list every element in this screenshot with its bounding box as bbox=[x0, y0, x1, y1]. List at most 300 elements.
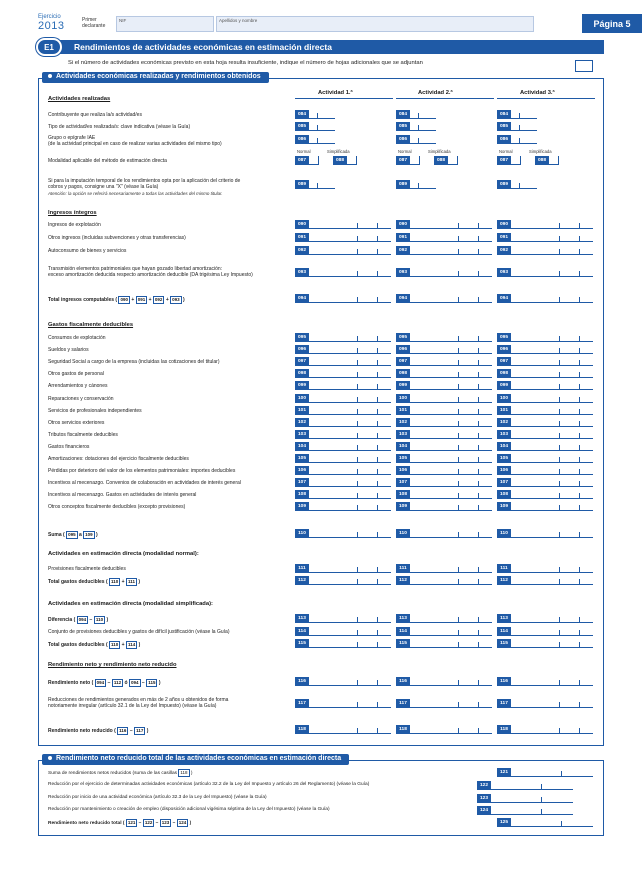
digit-separator bbox=[541, 809, 542, 815]
casilla-code: 116 bbox=[497, 677, 511, 686]
digit-separator bbox=[561, 771, 562, 777]
digit-separator bbox=[478, 271, 479, 277]
casilla-code: 100 bbox=[497, 394, 511, 403]
casilla-code: 092 bbox=[295, 246, 309, 255]
casilla-code: 094 bbox=[396, 294, 410, 303]
paren: ) bbox=[157, 680, 161, 686]
digit-separator bbox=[559, 532, 560, 538]
conjunto-field-2[interactable] bbox=[396, 627, 492, 636]
casilla-code: 102 bbox=[497, 418, 511, 427]
casilla-code: 106 bbox=[497, 466, 511, 475]
digit-separator bbox=[357, 702, 358, 708]
casilla-code: 085 bbox=[497, 122, 511, 131]
gasto-field-096-2[interactable] bbox=[396, 345, 492, 354]
otros-ingresos-field-1[interactable] bbox=[295, 233, 391, 242]
casilla-ref: 117 bbox=[136, 728, 144, 733]
digit-separator bbox=[478, 336, 479, 342]
digit-separator bbox=[579, 532, 580, 538]
digit-separator bbox=[579, 702, 580, 708]
gasto-label-108: Incentivos al mecenazgo. Gastos en actividades de interés general bbox=[48, 492, 197, 499]
digit-separator bbox=[458, 445, 459, 451]
casilla-code: 111 bbox=[497, 564, 511, 573]
nif-label: NIF bbox=[119, 18, 127, 23]
casilla-code: 091 bbox=[295, 233, 309, 242]
gasto-field-097-2[interactable] bbox=[396, 357, 492, 366]
casilla-ref: 109 bbox=[85, 532, 93, 537]
casilla-code: 113 bbox=[295, 614, 309, 623]
gasto-label-107: Incentivos al mecenazgo. Convenios de colaboración en actividades de interés general bbox=[48, 480, 241, 487]
grupo-field-1[interactable] bbox=[295, 135, 335, 144]
normal-checkbox-3[interactable] bbox=[511, 156, 521, 165]
simplificada-checkbox-3[interactable] bbox=[549, 156, 559, 165]
ingresos-explotacion-label: Ingresos de explotación bbox=[48, 222, 101, 228]
gasto-field-102-2[interactable] bbox=[396, 418, 492, 427]
nif-field[interactable] bbox=[116, 16, 214, 32]
diferencia-label-text: Diferencia ( bbox=[48, 617, 77, 623]
digit-separator bbox=[377, 457, 378, 463]
ingresos-integros-heading: Ingresos íntegros bbox=[48, 210, 97, 216]
digit-separator bbox=[478, 297, 479, 303]
atencion-note: Atención: la opción se referirá necesariamente a todas las actividades del mismo titular. bbox=[48, 191, 223, 196]
digit-separator bbox=[559, 445, 560, 451]
digit-separator bbox=[458, 223, 459, 229]
grupo-label: Grupo o epígrafe IAE bbox=[48, 135, 96, 141]
digit-separator bbox=[377, 532, 378, 538]
digit-separator bbox=[458, 481, 459, 487]
autoconsumo-field-3[interactable] bbox=[497, 246, 593, 255]
rendimiento-neto-label-text: Rendimiento neto ( bbox=[48, 680, 95, 686]
digit-separator bbox=[377, 421, 378, 427]
operator: − bbox=[140, 680, 147, 686]
digit-separator bbox=[357, 336, 358, 342]
simplificada-label: Simplificada bbox=[428, 149, 451, 154]
total-gastos-simplificada-field-2[interactable] bbox=[396, 639, 492, 648]
digit-separator bbox=[478, 384, 479, 390]
frame2-field-123[interactable] bbox=[477, 794, 573, 803]
conjunto-field-1[interactable] bbox=[295, 627, 391, 636]
frame2-field-121[interactable] bbox=[497, 768, 593, 777]
gasto-field-097-3[interactable] bbox=[497, 357, 593, 366]
digit-separator bbox=[377, 680, 378, 686]
gasto-field-109-2[interactable] bbox=[396, 502, 492, 511]
contribuyente-field-1[interactable] bbox=[295, 110, 335, 119]
casilla-code: 105 bbox=[497, 454, 511, 463]
apellidos-field[interactable] bbox=[216, 16, 534, 32]
digit-separator bbox=[478, 457, 479, 463]
casilla-code: 096 bbox=[497, 345, 511, 354]
rendimiento-neto-field-3[interactable] bbox=[497, 677, 593, 686]
digit-separator bbox=[377, 336, 378, 342]
total-ingresos-field-1[interactable] bbox=[295, 294, 391, 303]
digit-separator bbox=[478, 728, 479, 734]
digit-separator bbox=[377, 236, 378, 242]
digit-separator bbox=[458, 702, 459, 708]
casilla-ref: 094 bbox=[131, 680, 139, 685]
digit-separator bbox=[559, 348, 560, 354]
digit-separator bbox=[519, 183, 520, 189]
gasto-field-098-2[interactable] bbox=[396, 369, 492, 378]
digit-separator bbox=[559, 579, 560, 585]
frame2-row-text: Reducción por inicio de una actividad económica (artículo 32.3 de la Ley del Impuesto) (véase la Guía) bbox=[48, 795, 267, 800]
digit-separator bbox=[519, 138, 520, 144]
gasto-field-108-1[interactable] bbox=[295, 490, 391, 499]
gasto-label-109: Otros conceptos fiscalmente deducibles (excepto provisiones) bbox=[48, 504, 186, 511]
digit-separator bbox=[357, 481, 358, 487]
bullet-icon bbox=[48, 74, 52, 78]
casilla-code: 105 bbox=[295, 454, 309, 463]
ingresos-explotacion-field-3[interactable] bbox=[497, 220, 593, 229]
paren: ) bbox=[105, 617, 109, 623]
digit-separator bbox=[478, 481, 479, 487]
casilla-code: 084 bbox=[295, 110, 309, 119]
frame2-title-text: Rendimiento neto reducido total de las actividades económicas en estimación directa bbox=[56, 755, 342, 762]
digit-separator bbox=[478, 617, 479, 623]
operator: + bbox=[130, 297, 136, 303]
gasto-field-096-1[interactable] bbox=[295, 345, 391, 354]
gasto-field-103-3[interactable] bbox=[497, 430, 593, 439]
digit-separator bbox=[478, 348, 479, 354]
casilla-code: 101 bbox=[497, 406, 511, 415]
digit-separator bbox=[478, 702, 479, 708]
casilla-code: 095 bbox=[396, 333, 410, 342]
digit-separator bbox=[377, 360, 378, 366]
digit-separator bbox=[458, 579, 459, 585]
digit-separator bbox=[418, 183, 419, 189]
ingresos-explotacion-field-1[interactable] bbox=[295, 220, 391, 229]
casilla-code: 108 bbox=[295, 490, 309, 499]
operator: − bbox=[88, 617, 94, 623]
digit-separator bbox=[377, 469, 378, 475]
digit-separator bbox=[579, 409, 580, 415]
digit-separator bbox=[559, 617, 560, 623]
casilla-code: 122 bbox=[477, 781, 491, 790]
gasto-field-095-2[interactable] bbox=[396, 333, 492, 342]
gasto-field-104-1[interactable] bbox=[295, 442, 391, 451]
operator: − bbox=[128, 728, 135, 734]
casilla-ref: 123 bbox=[161, 820, 170, 825]
digit-separator bbox=[377, 579, 378, 585]
digit-separator bbox=[377, 409, 378, 415]
reducciones-field-1[interactable] bbox=[295, 699, 391, 708]
operator: − bbox=[137, 821, 143, 826]
digit-separator bbox=[357, 630, 358, 636]
gasto-field-105-1[interactable] bbox=[295, 454, 391, 463]
tipo-field-2[interactable] bbox=[396, 122, 436, 131]
imputacion-field-1[interactable] bbox=[295, 180, 335, 189]
grupo-field-3[interactable] bbox=[497, 135, 537, 144]
gasto-label-096: Sueldos y salarios bbox=[48, 347, 89, 354]
digit-separator bbox=[579, 505, 580, 511]
provisiones-field-1[interactable] bbox=[295, 564, 391, 573]
digit-separator bbox=[357, 297, 358, 303]
tipo-field-1[interactable] bbox=[295, 122, 335, 131]
operator: ó bbox=[123, 680, 129, 686]
section-title: Rendimientos de actividades económicas en estimación directa bbox=[74, 42, 332, 52]
suma-field-3[interactable] bbox=[497, 529, 593, 538]
digit-separator bbox=[519, 125, 520, 131]
digit-separator bbox=[579, 433, 580, 439]
casilla-code: 092 bbox=[396, 246, 410, 255]
normal-label: Normal bbox=[499, 149, 513, 154]
rendimiento-neto-label bbox=[48, 679, 288, 687]
gasto-field-097-1[interactable] bbox=[295, 357, 391, 366]
digit-separator bbox=[559, 271, 560, 277]
digit-separator bbox=[579, 348, 580, 354]
provisiones-field-3[interactable] bbox=[497, 564, 593, 573]
ingresos-explotacion-field-2[interactable] bbox=[396, 220, 492, 229]
otros-ingresos-field-2[interactable] bbox=[396, 233, 492, 242]
digit-separator bbox=[458, 433, 459, 439]
digit-separator bbox=[357, 236, 358, 242]
casilla-ref: 092 bbox=[154, 297, 163, 302]
rendimiento-neto-reducido-field-1[interactable] bbox=[295, 725, 391, 734]
gasto-label-100: Reparaciones y conservación bbox=[48, 395, 114, 402]
digit-separator bbox=[559, 457, 560, 463]
digit-separator bbox=[579, 372, 580, 378]
casilla-code: 086 bbox=[497, 135, 511, 144]
autoconsumo-field-2[interactable] bbox=[396, 246, 492, 255]
digit-separator bbox=[579, 360, 580, 366]
frame2-row-label-124 bbox=[48, 807, 330, 812]
total-ingresos-label-text: Total ingresos computables ( bbox=[48, 297, 119, 303]
digit-separator bbox=[579, 297, 580, 303]
rendimiento-neto-field-1[interactable] bbox=[295, 677, 391, 686]
gasto-field-105-3[interactable] bbox=[497, 454, 593, 463]
autoconsumo-field-1[interactable] bbox=[295, 246, 391, 255]
gasto-field-095-3[interactable] bbox=[497, 333, 593, 342]
reducciones-field-2[interactable] bbox=[396, 699, 492, 708]
gasto-field-109-1[interactable] bbox=[295, 502, 391, 511]
casilla-ref: 095 bbox=[68, 532, 76, 537]
casilla-code: 103 bbox=[295, 430, 309, 439]
gasto-field-098-1[interactable] bbox=[295, 369, 391, 378]
casilla-code: 103 bbox=[497, 430, 511, 439]
normal-checkbox-code: 087 bbox=[497, 156, 511, 165]
digit-separator bbox=[458, 457, 459, 463]
frame2-field-125[interactable] bbox=[497, 818, 593, 827]
digit-separator bbox=[559, 493, 560, 499]
transmision-field-1[interactable] bbox=[295, 268, 391, 277]
digit-separator bbox=[458, 617, 459, 623]
diferencia-field-3[interactable] bbox=[497, 614, 593, 623]
gasto-field-107-2[interactable] bbox=[396, 478, 492, 487]
digit-separator bbox=[458, 297, 459, 303]
gasto-field-100-2[interactable] bbox=[396, 394, 492, 403]
hojas-adicionales-field[interactable] bbox=[575, 60, 593, 72]
total-gastos-simplificada-field-1[interactable] bbox=[295, 639, 391, 648]
tipo-field-3[interactable] bbox=[497, 122, 537, 131]
provisiones-field-2[interactable] bbox=[396, 564, 492, 573]
gasto-field-103-1[interactable] bbox=[295, 430, 391, 439]
contribuyente-label: Contribuyente que realiza la/s actividad/es bbox=[48, 112, 142, 118]
digit-separator bbox=[377, 249, 378, 255]
casilla-code: 095 bbox=[295, 333, 309, 342]
frame2-field-124[interactable] bbox=[477, 806, 573, 815]
rendimiento-neto-reducido-field-2[interactable] bbox=[396, 725, 492, 734]
gasto-field-102-3[interactable] bbox=[497, 418, 593, 427]
conjunto-field-3[interactable] bbox=[497, 627, 593, 636]
gasto-field-109-3[interactable] bbox=[497, 502, 593, 511]
digit-separator bbox=[357, 372, 358, 378]
gasto-field-101-1[interactable] bbox=[295, 406, 391, 415]
digit-separator bbox=[357, 348, 358, 354]
casilla-code: 098 bbox=[295, 369, 309, 378]
otros-ingresos-field-3[interactable] bbox=[497, 233, 593, 242]
digit-separator bbox=[377, 348, 378, 354]
casilla-ref: 111 bbox=[128, 579, 136, 584]
gasto-field-108-3[interactable] bbox=[497, 490, 593, 499]
casilla-code: 100 bbox=[295, 394, 309, 403]
gasto-field-106-1[interactable] bbox=[295, 466, 391, 475]
gasto-field-105-2[interactable] bbox=[396, 454, 492, 463]
casilla-code: 113 bbox=[497, 614, 511, 623]
digit-separator bbox=[478, 223, 479, 229]
suma-field-1[interactable] bbox=[295, 529, 391, 538]
casilla-code: 090 bbox=[295, 220, 309, 229]
digit-separator bbox=[559, 223, 560, 229]
paren: ) bbox=[145, 728, 149, 734]
total-gastos-simplificada-field-3[interactable] bbox=[497, 639, 593, 648]
digit-separator bbox=[357, 728, 358, 734]
paren: ) bbox=[94, 532, 98, 538]
digit-separator bbox=[357, 397, 358, 403]
total-gastos-normal-field-3[interactable] bbox=[497, 576, 593, 585]
total-gastos-normal-field-1[interactable] bbox=[295, 576, 391, 585]
casilla-code: 112 bbox=[497, 576, 511, 585]
digit-separator bbox=[377, 223, 378, 229]
casilla-code: 084 bbox=[497, 110, 511, 119]
diferencia-field-1[interactable] bbox=[295, 614, 391, 623]
normal-checkbox-2[interactable] bbox=[410, 156, 420, 165]
digit-separator bbox=[357, 249, 358, 255]
gasto-field-103-2[interactable] bbox=[396, 430, 492, 439]
rendimiento-neto-reducido-label-text: Rendimiento neto reducido ( bbox=[48, 728, 118, 734]
digit-separator bbox=[377, 728, 378, 734]
gasto-field-107-1[interactable] bbox=[295, 478, 391, 487]
digit-separator bbox=[377, 702, 378, 708]
gasto-field-106-3[interactable] bbox=[497, 466, 593, 475]
gasto-field-104-2[interactable] bbox=[396, 442, 492, 451]
gasto-label-104: Gastos financieros bbox=[48, 443, 90, 450]
suma-label-text: Suma ( bbox=[48, 532, 67, 538]
casilla-code: 086 bbox=[396, 135, 410, 144]
casilla-code: 094 bbox=[497, 294, 511, 303]
digit-separator bbox=[559, 702, 560, 708]
digit-separator bbox=[458, 360, 459, 366]
digit-separator bbox=[458, 680, 459, 686]
casilla-code: 123 bbox=[477, 794, 491, 803]
casilla-code: 085 bbox=[295, 122, 309, 131]
digit-separator bbox=[579, 223, 580, 229]
digit-separator bbox=[377, 397, 378, 403]
diferencia-field-2[interactable] bbox=[396, 614, 492, 623]
digit-separator bbox=[357, 384, 358, 390]
total-ingresos-field-2[interactable] bbox=[396, 294, 492, 303]
grupo-field-2[interactable] bbox=[396, 135, 436, 144]
gasto-field-099-1[interactable] bbox=[295, 381, 391, 390]
total-ingresos-field-3[interactable] bbox=[497, 294, 593, 303]
paren: ) bbox=[188, 821, 192, 826]
casilla-code: 099 bbox=[396, 381, 410, 390]
frame1-title-text: Actividades económicas realizadas y rendimientos obtenidos bbox=[56, 73, 261, 80]
casilla-ref: 110 bbox=[95, 617, 104, 622]
simplificada-checkbox-2[interactable] bbox=[448, 156, 458, 165]
gasto-field-108-2[interactable] bbox=[396, 490, 492, 499]
casilla-ref: 114 bbox=[128, 642, 136, 647]
digit-separator bbox=[559, 642, 560, 648]
gasto-field-101-3[interactable] bbox=[497, 406, 593, 415]
autoconsumo-label: Autoconsumo de bienes y servicios bbox=[48, 248, 127, 254]
transmision-field-3[interactable] bbox=[497, 268, 593, 277]
total-gastos-normal-field-2[interactable] bbox=[396, 576, 492, 585]
digit-separator bbox=[458, 409, 459, 415]
gasto-field-100-1[interactable] bbox=[295, 394, 391, 403]
casilla-code: 099 bbox=[497, 381, 511, 390]
gasto-field-098-3[interactable] bbox=[497, 369, 593, 378]
digit-separator bbox=[377, 445, 378, 451]
contribuyente-field-3[interactable] bbox=[497, 110, 537, 119]
casilla-code: 098 bbox=[497, 369, 511, 378]
imputacion-field-3[interactable] bbox=[497, 180, 537, 189]
digit-separator bbox=[458, 642, 459, 648]
gasto-field-104-3[interactable] bbox=[497, 442, 593, 451]
digit-separator bbox=[357, 433, 358, 439]
imputacion-field-2[interactable] bbox=[396, 180, 436, 189]
operator: + bbox=[164, 297, 171, 303]
digit-separator bbox=[559, 384, 560, 390]
gasto-field-099-3[interactable] bbox=[497, 381, 593, 390]
gasto-field-095-1[interactable] bbox=[295, 333, 391, 342]
gasto-field-107-3[interactable] bbox=[497, 478, 593, 487]
normal-checkbox-1[interactable] bbox=[309, 156, 319, 165]
digit-separator bbox=[357, 271, 358, 277]
digit-separator bbox=[559, 505, 560, 511]
digit-separator bbox=[357, 409, 358, 415]
casilla-code: 093 bbox=[295, 268, 309, 277]
digit-separator bbox=[357, 579, 358, 585]
frame2-title bbox=[42, 754, 349, 765]
reducciones-field-3[interactable] bbox=[497, 699, 593, 708]
casilla-code: 100 bbox=[396, 394, 410, 403]
digit-separator bbox=[559, 297, 560, 303]
rendimiento-neto-reducido-field-3[interactable] bbox=[497, 725, 593, 734]
casilla-code: 115 bbox=[497, 639, 511, 648]
digit-separator bbox=[559, 372, 560, 378]
casilla-code: 097 bbox=[497, 357, 511, 366]
casilla-code: 101 bbox=[396, 406, 410, 415]
digit-separator bbox=[478, 532, 479, 538]
gasto-field-101-2[interactable] bbox=[396, 406, 492, 415]
gasto-field-102-1[interactable] bbox=[295, 418, 391, 427]
rendimiento-neto-field-2[interactable] bbox=[396, 677, 492, 686]
gasto-field-096-3[interactable] bbox=[497, 345, 593, 354]
digit-separator bbox=[559, 409, 560, 415]
contribuyente-field-2[interactable] bbox=[396, 110, 436, 119]
frame2-field-122[interactable] bbox=[477, 781, 573, 790]
gasto-field-100-3[interactable] bbox=[497, 394, 593, 403]
transmision-field-2[interactable] bbox=[396, 268, 492, 277]
casilla-ref: 124 bbox=[178, 820, 187, 825]
operator: − bbox=[154, 821, 160, 826]
simplificada-checkbox-1[interactable] bbox=[347, 156, 357, 165]
casilla-ref: 094 bbox=[78, 617, 87, 622]
gasto-field-099-2[interactable] bbox=[396, 381, 492, 390]
gasto-field-106-2[interactable] bbox=[396, 466, 492, 475]
digit-separator bbox=[317, 138, 318, 144]
casilla-code: 116 bbox=[396, 677, 410, 686]
casilla-code: 114 bbox=[295, 627, 309, 636]
suma-field-2[interactable] bbox=[396, 529, 492, 538]
